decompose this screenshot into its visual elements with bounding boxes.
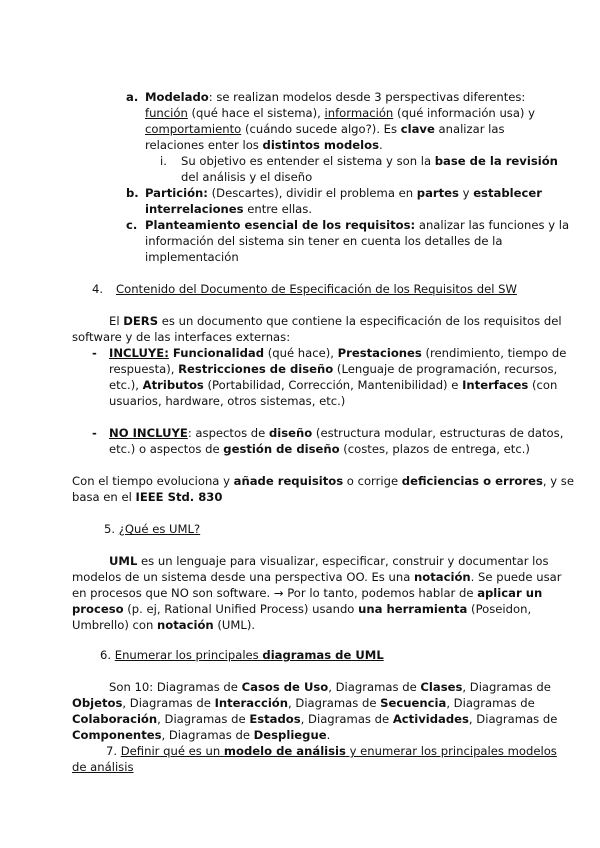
diagrams-line-2: Objetos, Diagramas de Interacción, Diagramas de Secuencia, Diagramas de — [72, 696, 535, 710]
item-c-line-2: información del sistema sin tener en cuenta los detalles de la — [145, 234, 503, 248]
item-a-line-2: función (qué hace el sistema), información (qué información usa) y — [145, 106, 536, 120]
item-a-line-1: Modelado: se realizan modelos desde 3 perspectivas diferentes: — [145, 90, 526, 104]
list-marker-c: c. — [126, 218, 138, 232]
item-i-line-1: Su objetivo es entender el sistema y son la base de la revisión — [181, 154, 558, 168]
list-marker-i: i. — [160, 154, 167, 168]
no-incluye-line-2: etc.) o aspectos de gestión de diseño (costes, plazos de entrega, etc.) — [109, 442, 530, 456]
uml-line-5: Umbrello) con notación (UML). — [72, 618, 256, 632]
item-i-line-2: del análisis y el diseño — [181, 170, 313, 184]
evolution-line-2: basa en el IEEE Std. 830 — [72, 490, 223, 504]
item-b-line-1: Partición: (Descartes), dividir el problema en partes y establecer — [145, 186, 542, 200]
item-c-line-1: Planteamiento esencial de los requisitos: analizar las funciones y la — [145, 218, 570, 232]
uml-line-1: UML es un lenguaje para visualizar, especificar, construir y documentar los — [109, 554, 549, 568]
heading-4-title: Contenido del Documento de Especificación de los Requisitos del SW — [116, 282, 517, 296]
incluye-line-2: respuesta), Restricciones de diseño (Lenguaje de programación, recursos, — [109, 362, 558, 376]
incluye-dash: - — [92, 346, 97, 360]
no-incluye-line-1: NO INCLUYE: aspectos de diseño (estructura modular, estructuras de datos, — [109, 426, 564, 440]
heading-4-number: 4. — [92, 282, 104, 296]
incluye-line-4: usuarios, hardware, otros sistemas, etc.) — [109, 394, 346, 408]
evolution-line-1: Con el tiempo evoluciona y añade requisitos o corrige deficiencias o errores, y se — [72, 474, 574, 488]
list-marker-b: b. — [126, 186, 139, 200]
heading-6: 6. Enumerar los principales diagramas de UML — [100, 648, 384, 662]
item-a-line-4: relaciones enter los distintos modelos. — [145, 138, 383, 152]
no-incluye-dash: - — [92, 426, 97, 440]
diagrams-line-1: Son 10: Diagramas de Casos de Uso, Diagramas de Clases, Diagramas de — [109, 680, 551, 694]
diagrams-line-3: Colaboración, Diagramas de Estados, Diagramas de Actividades, Diagramas de — [72, 712, 558, 726]
incluye-line-3: etc.), Atributos (Portabilidad, Corrección, Mantenibilidad) e Interfaces (con — [109, 378, 558, 392]
heading-5: 5. ¿Qué es UML? — [104, 522, 201, 536]
list-marker-a: a. — [126, 90, 139, 104]
ders-line-1: El DERS es un documento que contiene la especificación de los requisitos del — [109, 314, 562, 328]
ders-line-2: software y de las interfaces externas: — [72, 330, 291, 344]
heading-7-line-1: 7. Definir qué es un modelo de análisis y enumerar los principales modelos — [106, 744, 557, 758]
heading-7-line-2: de análisis — [72, 760, 134, 774]
item-c-line-3: implementación — [145, 250, 239, 264]
uml-line-3: en procesos que NO son software. → Por lo tanto, podemos hablar de aplicar un — [72, 586, 543, 600]
uml-line-4: proceso (p. ej, Rational Unified Process) usando una herramienta (Poseidon, — [72, 602, 532, 616]
incluye-line-1: INCLUYE: Funcionalidad (qué hace), Prestaciones (rendimiento, tiempo de — [109, 346, 567, 360]
item-a-line-3: comportamiento (cuándo sucede algo?). Es clave analizar las — [145, 122, 505, 136]
diagrams-line-4: Componentes, Diagramas de Despliegue. — [72, 728, 331, 742]
uml-line-2: modelos de un sistema desde una perspectiva OO. Es una notación. Se puede usar — [72, 570, 562, 584]
item-b-line-2: interrelaciones entre ellas. — [145, 202, 313, 216]
